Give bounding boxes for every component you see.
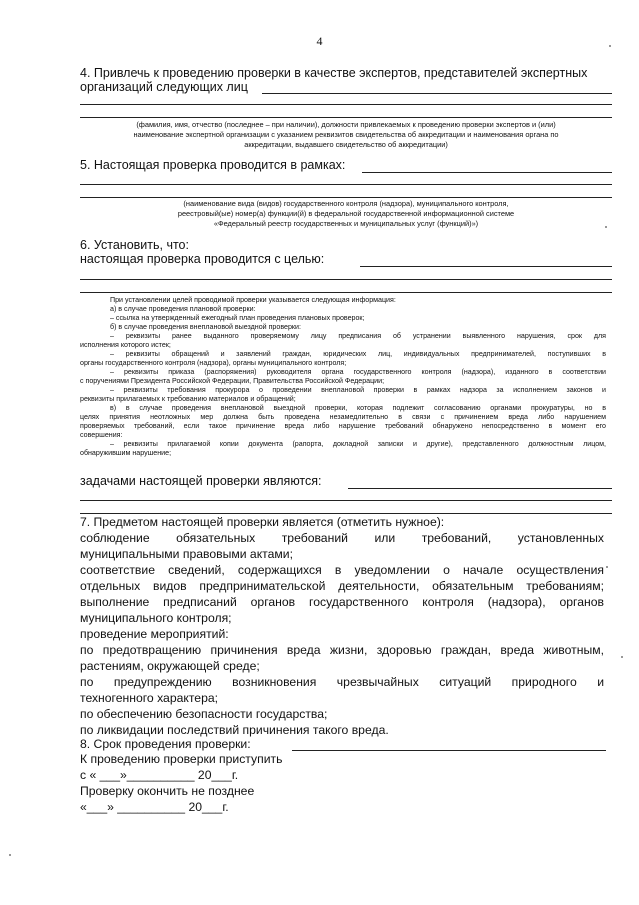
purpose-underline-2: [80, 279, 612, 280]
experts-underline-2: [80, 104, 612, 105]
end-inspection-label: Проверку окончить не позднее: [80, 784, 255, 798]
scan-speck: [609, 45, 611, 47]
section-7-heading: 7. Предметом настоящей проверки является (отметить нужное):: [80, 515, 445, 529]
purpose-underline-3: [80, 292, 612, 293]
purpose-underline: [360, 266, 612, 267]
experts-underline-3: [80, 117, 612, 118]
section-6-purpose-note: При установлении целей проводимой проверки указывается следующая информация: а) в случае проведения плановой проверки: – ссылка на утвержденный ежегодный план проведения плановых проверок; б) в случае проведения внеплановой выездной проверки: – реквизиты ранее выданного проверяемому лицу предписания об устранении выявленного нарушения, срок для исполнения которого истек; – реквизиты обращений и заявлений граждан, юридических лиц, индивидуальных предпринимателей, поступивших в органы государственного контроля (надзора), органы муниципального контроля; – реквизиты приказа (распоряжения) руководителя органа государственного контроля (надзора), изданного в соответствии с поручениями Президента Российской Федерации, Правительства Российской Федерации; – реквизиты требования прокурора о проведении внеплановой проверки в рамках надзора за исполнением законов и реквизиты прилагаемых к требованию материалов и обращений; в) в случае проведения внеплановой выездной проверки, которая подлежит согласованию органами прокуратуры, но в целях принятия неотложных мер должна быть проведена незамедлительно в связи с причинением вреда либо нарушением проверяемых требований, если такое причинение вреда либо нарушение требований обнаружено непосредственно в момент его совершения: – реквизиты прилагаемой копии документа (рапорта, докладной записки и другие), представленного должностным лицом, обнаружившим нарушение;: [80, 296, 606, 457]
section-7-subject-list: 7. Предметом настоящей проверки является (отметить нужное): соблюдение обязательных требований или требований, установленных муниципальными правовыми актами; соответствие сведений, содержащихся в уведомлении о начале осуществления отдельных видов предпринимательской деятельности, обязательным требованиям; выполнение предписаний органов государственного контроля (надзора), органов муниципального контроля; проведение мероприятий: по предотвращению причинения вреда жизни, здоровью граждан, вреда животным, растениям, окружающей среде; по предупреждению возникновения чрезвычайных ситуаций природного и техногенного характера; по обеспечению безопасности государства; по ликвидации последствий причинения такого вреда.: [80, 515, 604, 737]
tasks-underline-2: [80, 500, 612, 501]
start-inspection-label: К проведению проверки приступить: [80, 752, 283, 766]
experts-underline: [262, 93, 612, 94]
section-6-heading: 6. Установить, что:: [80, 238, 189, 252]
section-8-heading: 8. Срок проведения проверки:: [80, 737, 251, 751]
section-4-heading: 4. Привлечь к проведению проверки в качестве экспертов, представителей экспертных: [80, 66, 588, 80]
section-4-caption: (фамилия, имя, отчество (последнее – при наличии), должности привлекаемых к проведению проверки экспертов и (или) наименование экспертной организации с указанием реквизитов свидетельства об аккредитации и наименования органа по аккредитации, выдавшего свидетельство об аккредитации): [133, 120, 559, 149]
section-6-tasks-label: задачами настоящей проверки являются:: [80, 474, 322, 488]
tasks-underline: [348, 488, 612, 489]
scan-speck: [9, 854, 11, 856]
scope-underline: [362, 172, 612, 173]
scan-speck: [605, 226, 607, 228]
section-4-experts-label: организаций следующих лиц: [80, 80, 248, 94]
end-date-field: «___» __________ 20___г.: [80, 800, 229, 814]
scope-underline-2: [80, 184, 612, 185]
section-5-caption: (наименование вида (видов) государственного контроля (надзора), муниципального контроля, реестровый(ые) номер(а) функции(й) в федеральной государственной информационной системе «Федеральный реестр государственных и муниципальных услуг (функций)»): [177, 199, 515, 228]
section-6-purpose-label: настоящая проверка проводится с целью:: [80, 252, 325, 266]
section-5-heading: 5. Настоящая проверка проводится в рамках:: [80, 158, 346, 172]
scope-underline-3: [80, 197, 612, 198]
page-number: 4: [316, 34, 323, 48]
scan-speck: [606, 566, 608, 568]
start-date-field: с « ___»__________ 20___г.: [80, 768, 239, 782]
scan-speck: [621, 656, 623, 658]
term-underline: [292, 750, 606, 751]
